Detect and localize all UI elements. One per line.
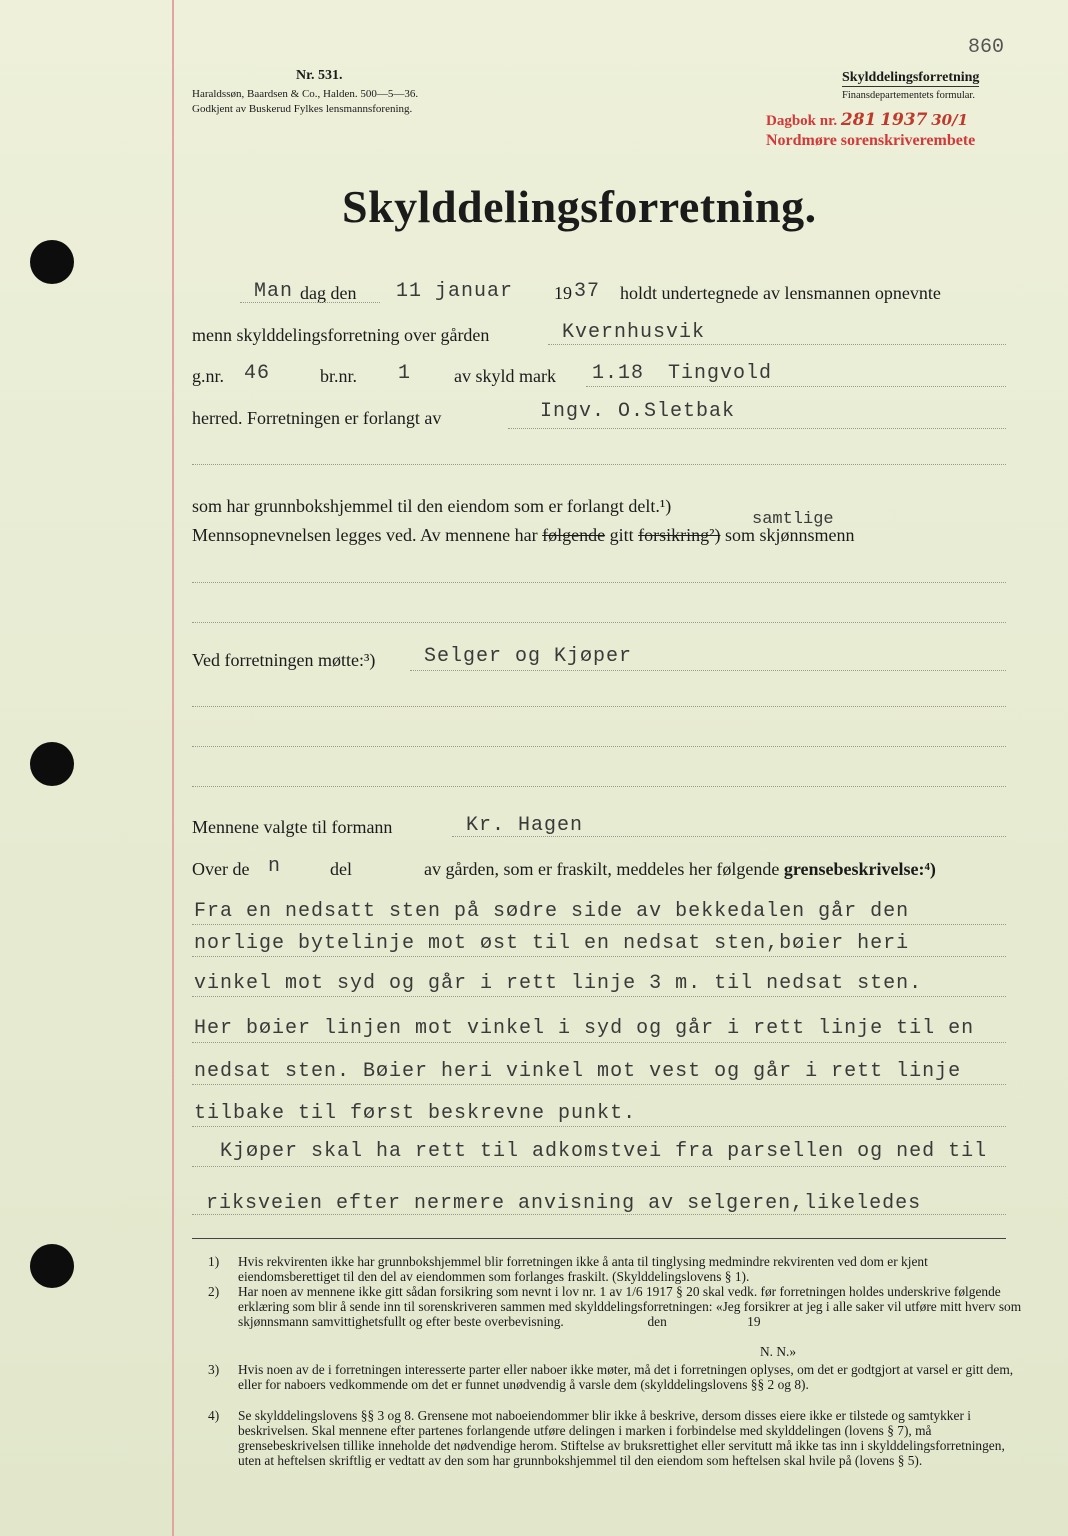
gnr-value: 46: [244, 362, 271, 385]
menn-insert: samtlige: [752, 510, 834, 529]
mote-value: Selger og Kjøper: [424, 645, 633, 668]
dotted-line: [192, 924, 1006, 925]
dotted-line: [192, 996, 1006, 997]
dag-den-label: dag den: [300, 283, 357, 303]
menn-rest: som skjønnsmenn: [724, 525, 855, 545]
skyld-value: 1.18: [592, 362, 645, 385]
herred-label: herred. Forretningen er forlangt av: [192, 408, 442, 428]
menn-forsikring: forsikring²): [638, 525, 721, 545]
form-number: Nr. 531.: [296, 68, 343, 83]
skyld-label: av skyld mark: [454, 366, 556, 386]
formann-label: Mennene valgte til formann: [192, 817, 393, 837]
footnote-number: 4): [208, 1408, 220, 1423]
menn-gitt: gitt: [609, 525, 634, 545]
dagbok-year: 1937: [880, 110, 928, 130]
over-de-label: Over de: [192, 859, 250, 879]
form-name: Skylddelingsforretning: [842, 70, 980, 85]
menn-line: [192, 525, 854, 546]
office-stamp: Nordmøre sorenskriverembete: [766, 132, 976, 149]
weekday: Man: [254, 280, 294, 303]
description-line: vinkel mot syd og går i rett linje 3 m. til nedsat sten.: [194, 972, 923, 995]
dagbok-label: Dagbok nr.: [766, 113, 838, 129]
dotted-line: [240, 302, 380, 303]
printer-line: Haraldssøn, Baardsen & Co., Halden. 500—5—36.: [192, 88, 419, 100]
footnote-text: Har noen av mennene ikke gitt sådan forsikring som nevnt i lov nr. 1 av 1/6 1917 § 20 skal vedk. før forretningen holdes underskrive følgende erklæring som blir å sende inn til sorenskriveren sammen med skylddelingsforretningen: «Jeg forsikrer at jeg i alle saker vil utføre mitt hverv som skjønnsmann samvittighetsfullt og efter beste overbevisning. den 19: [238, 1284, 1025, 1329]
footnote-number: 1): [208, 1254, 220, 1269]
dotted-line: [192, 786, 1006, 787]
approval-line: Godkjent av Buskerud Fylkes lensmannsforening.: [192, 103, 413, 115]
dotted-line: [192, 1084, 1006, 1085]
form-source: Finansdepartementets formular.: [842, 90, 975, 101]
formann-value: Kr. Hagen: [466, 814, 584, 837]
dotted-line: [508, 428, 1006, 429]
description-line: Fra en nedsatt sten på sødre side av bekkedalen går den: [194, 900, 910, 923]
dagbok-number: 281: [840, 110, 877, 130]
dotted-line: [192, 956, 1006, 957]
dotted-line: [586, 386, 1006, 387]
dotted-line: [192, 1214, 1006, 1215]
description-line: norlige bytelinje mot øst til en nedsat sten,bøier heri: [194, 932, 910, 955]
year-suffix: 37: [574, 280, 601, 303]
herred-name: Tingvold: [668, 362, 773, 385]
footnote-text: Hvis noen av de i forretningen interesserte parter eller naboer ikke møter, må det i forretningen oplyses, om det er godtgjort at varsel er gitt dem, eller for naboers vedkommende om det er funnet unødvendig å varsle dem (skylddelingslovens §§ 2 og 8).: [238, 1362, 1014, 1392]
over-del-label: del: [330, 859, 352, 879]
brnr-value: 1: [398, 362, 412, 385]
punch-hole-top: [30, 240, 74, 284]
description-line: Kjøper skal ha rett til adkomstvei fra parsellen og ned til: [194, 1140, 988, 1163]
page-number: 860: [968, 36, 1005, 59]
dotted-line: [452, 836, 1006, 837]
dotted-line: [192, 464, 1006, 465]
over-rest-line: [424, 859, 936, 880]
footnote-text: Hvis rekvirenten ikke har grunnbokshjemmel blir forretningen ikke å anta til tinglysing medmindre rekvirenten ved dom er kjent eiendomsberettiget til den del av eiendommen som forlanges fraskilt. (Skylddelingslovens § 1).: [238, 1254, 928, 1284]
over-n: n: [268, 855, 282, 878]
punch-hole-bottom: [30, 1244, 74, 1288]
brnr-label: br.nr.: [320, 366, 358, 386]
over-rest: av gården, som er fraskilt, meddeles her følgende: [424, 859, 780, 879]
year-prefix: 19: [554, 283, 572, 303]
mote-label: Ved forretningen møtte:³): [192, 650, 376, 670]
red-margin-line: [172, 0, 174, 1536]
footnote-signature: N. N.»: [760, 1344, 797, 1359]
dotted-line: [192, 706, 1006, 707]
menn-text-a: Mennsopnevnelsen legges ved. Av mennene har: [192, 525, 538, 545]
footnote-4: [208, 1408, 1028, 1498]
dotted-line: [192, 1166, 1006, 1167]
footnote-divider: [192, 1238, 1006, 1239]
dotted-line: [192, 622, 1006, 623]
description-line: riksveien efter nermere anvisning av selgeren,likeledes: [206, 1192, 922, 1215]
line1-rest: holdt undertegnede av lensmannen opnevnte: [620, 283, 941, 303]
footnote-number: 3): [208, 1362, 220, 1377]
dagbok-stamp: [766, 110, 968, 130]
description-line: tilbake til først beskrevne punkt.: [194, 1102, 637, 1125]
gnr-label: g.nr.: [192, 366, 225, 386]
dotted-line: [192, 746, 1006, 747]
footnote-text: Se skylddelingslovens §§ 3 og 8. Grensene mot naboeiendommer blir ikke å beskrive, dersom disses eiere ikke er tilstede og samtykker i beskrivelsen. Skal mennene efter partenes forlangende utføre delingen i marken i forbindelse med skylddelingen (lovens § 7), må grensebeskrivelsen tillike inneholde det nødvendige herom. Stiftelse av bruksrettighet eller servitutt må ikke tas inn i skylddelingsforretningen, uten at heftelsen skriftlig er vedtatt av den som har grunnbokshjemmel til den eiendom som heftelsen skal hvile på (lovens § 5).: [238, 1408, 1005, 1468]
grunnbok-line: som har grunnbokshjemmel til den eiendom som er forlangt delt.¹): [192, 496, 672, 516]
grensebeskrivelse-label: grensebeskrivelse:⁴): [783, 859, 936, 879]
punch-hole-middle: [30, 742, 74, 786]
dagbok-date: 30/1: [931, 111, 969, 129]
date-value: 11 januar: [396, 280, 514, 303]
document-title: Skylddelingsforretning.: [342, 181, 817, 232]
requester: Ingv. O.Sletbak: [540, 400, 736, 423]
description-line: nedsat sten. Bøier heri vinkel mot vest og går i rett linje: [194, 1060, 962, 1083]
menn-strike: følgende: [542, 525, 606, 545]
dotted-line: [192, 1126, 1006, 1127]
footnote-3: [208, 1362, 1028, 1410]
footnote-number: 2): [208, 1284, 220, 1299]
dotted-line: [548, 344, 1006, 345]
dotted-line: [192, 582, 1006, 583]
farm-label: menn skylddelingsforretning over gården: [192, 325, 490, 345]
dotted-line: [410, 670, 1006, 671]
footnote-2: [208, 1284, 1028, 1348]
dotted-line: [192, 1042, 1006, 1043]
farm-name: Kvernhusvik: [562, 321, 706, 344]
description-line: Her bøier linjen mot vinkel i syd og går i rett linje til en: [194, 1017, 975, 1040]
